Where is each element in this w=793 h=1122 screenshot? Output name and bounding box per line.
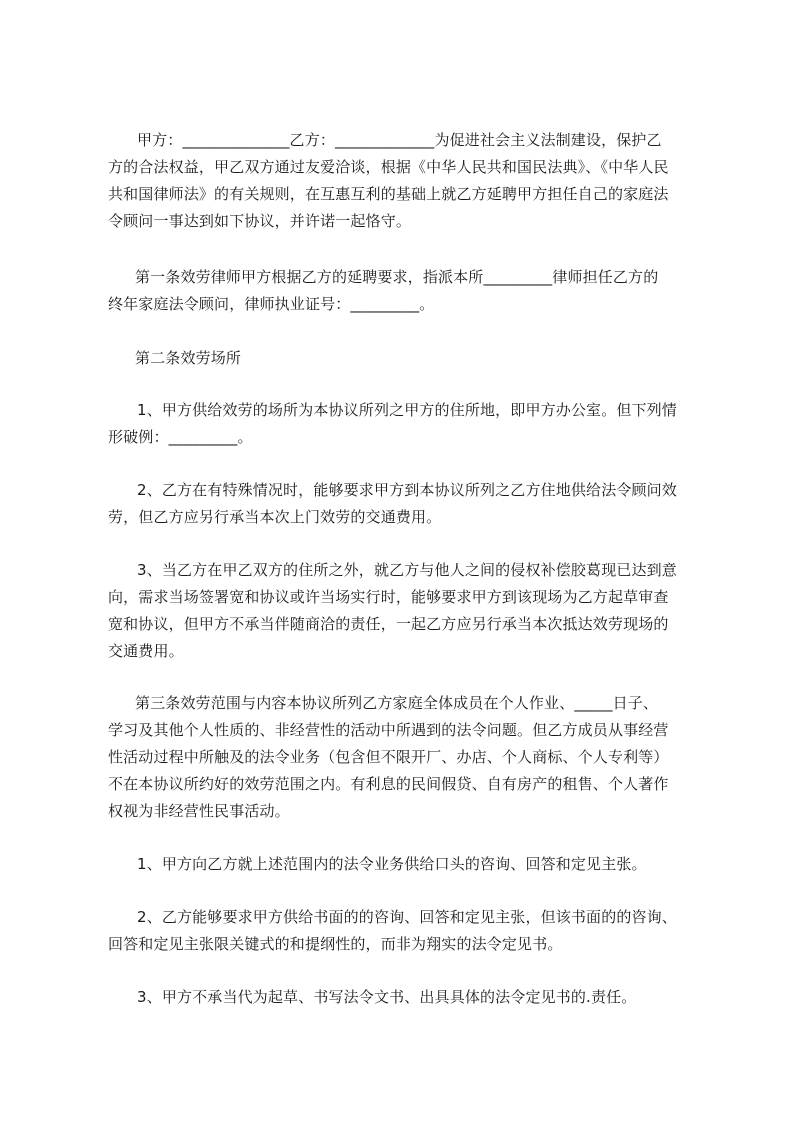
- paragraph-line: 甲方：______________乙方：_____________为促进社会主义法制建设，保护乙: [137, 131, 662, 149]
- paragraph-line: 方的合法权益，甲乙双方通过友爱洽谈，根据《中华人民共和国民法典》、《中华人民: [108, 158, 669, 176]
- paragraph-line: 3、甲方不承当代为起草、书写法令文书、出具具体的法令定见书的.责任。: [137, 988, 637, 1006]
- paragraph-line: 1、甲方向乙方就上述范围内的法令业务供给口头的咨询、回答和定见主张。: [137, 855, 647, 873]
- paragraph-line: 2、乙方能够要求甲方供给书面的的咨询、回答和定见主张，但该书面的的咨询、: [137, 908, 677, 926]
- paragraph-line: 学习及其他个人性质的、非经营性的活动中所遇到的法令问题。但乙方成员从事经营: [108, 721, 669, 739]
- paragraph-line: 性活动过程中所触及的法令业务（包含但不限开厂、办店、个人商标、个人专利等）: [108, 748, 669, 766]
- paragraph-line: 令顾问一事达到如下协议，并许诺一起恪守。: [108, 212, 412, 230]
- paragraph-line: 第二条效劳场所: [135, 349, 242, 367]
- paragraph-line: 3、当乙方在甲乙双方的住所之外，就乙方与他人之间的侵权补偿胶葛现已达到意: [137, 561, 677, 579]
- paragraph-line: 形破例：_________。: [108, 428, 253, 446]
- paragraph-line: 1、甲方供给效劳的场所为本协议所列之甲方的住所地，即甲方办公室。但下列情: [137, 401, 677, 419]
- paragraph-line: 交通费用。: [108, 642, 184, 660]
- paragraph-line: 共和国律师法》的有关规则，在互惠互利的基础上就乙方延聘甲方担任自己的家庭法: [108, 185, 669, 203]
- paragraph-line: 向，需求当场签署宽和协议或许当场实行时，能够要求甲方到该现场为乙方起草审查: [108, 588, 669, 606]
- paragraph-line: 终年家庭法令顾问，律师执业证号：_________。: [108, 295, 435, 313]
- paragraph-line: 不在本协议所约好的效劳范围之内。有利息的民间假贷、自有房产的租售、个人著作: [108, 775, 669, 793]
- paragraph-line: 2、乙方在有特殊情况时，能够要求甲方到本协议所列之乙方住地供给法令顾问效: [137, 481, 677, 499]
- paragraph-line: 第一条效劳律师甲方根据乙方的延聘要求，指派本所_________律师担任乙方的: [135, 268, 659, 286]
- paragraph-line: 宽和协议，但甲方不承当伴随商洽的责任，一起乙方应另行承当本次抵达效劳现场的: [108, 615, 669, 633]
- paragraph-line: 权视为非经营性民事活动。: [108, 802, 290, 820]
- paragraph-line: 劳，但乙方应另行承当本次上门效劳的交通费用。: [108, 508, 442, 526]
- paragraph-line: 第三条效劳范围与内容本协议所列乙方家庭全体成员在个人作业、_____日子、: [135, 694, 659, 712]
- paragraph-line: 回答和定见主张限关键式的和提纲性的，而非为翔实的法令定见书。: [108, 935, 563, 953]
